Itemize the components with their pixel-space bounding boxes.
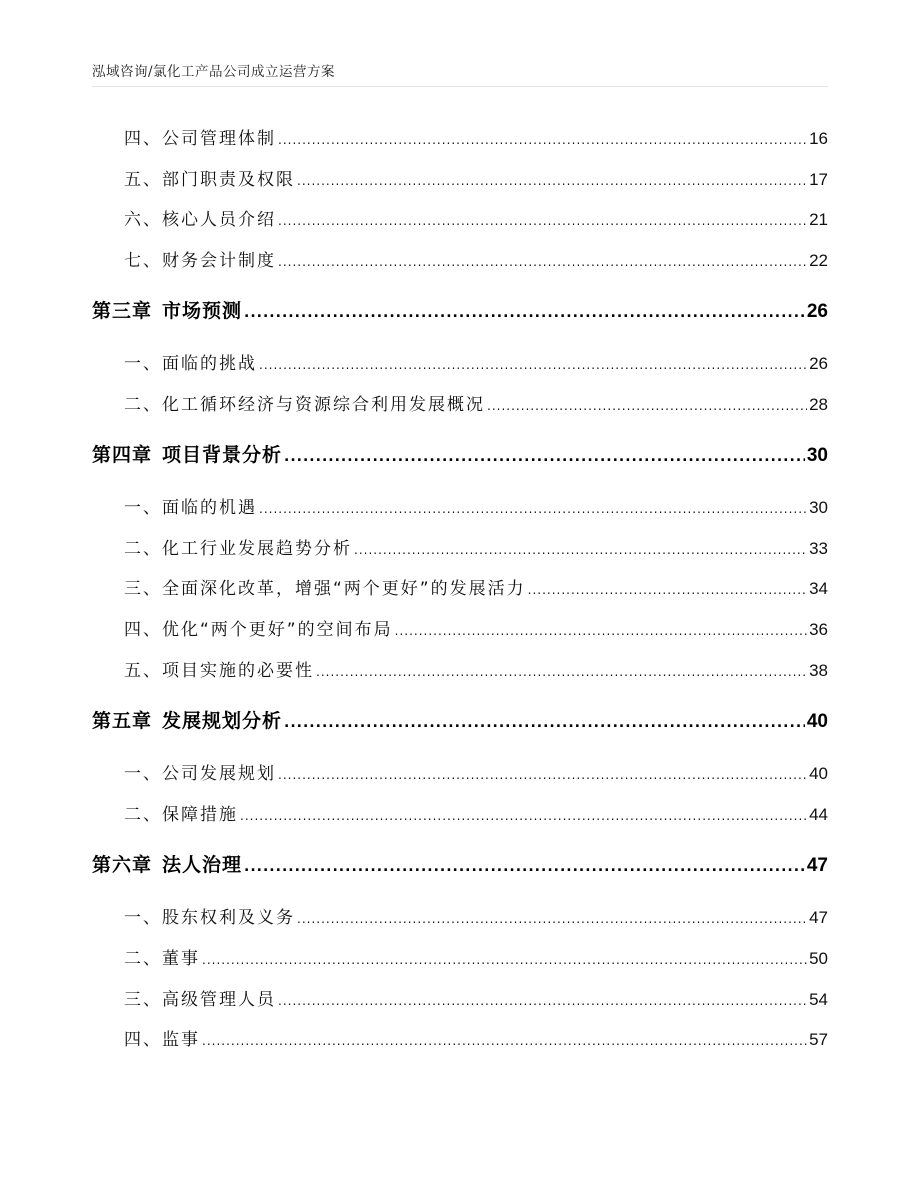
- toc-entry-title: 核心人员介绍: [162, 210, 276, 230]
- toc-entry-section[interactable]: [92, 903, 828, 928]
- toc-entry-section[interactable]: [92, 246, 828, 271]
- toc-entry-number: 二、: [124, 805, 162, 825]
- toc-entry-number: 四、: [124, 620, 162, 640]
- toc-leader-dots: [259, 354, 807, 374]
- toc-entry-number: 五、: [124, 661, 162, 681]
- toc-entry-number: 一、: [124, 764, 162, 784]
- toc-entry-title: 董事: [162, 949, 200, 969]
- toc-entry-number: 二、: [124, 949, 162, 969]
- toc-entry-section[interactable]: [92, 349, 828, 374]
- toc-chapter-page: 47: [806, 855, 828, 876]
- toc-leader-dots: [284, 710, 805, 732]
- toc-entry-number: 四、: [124, 129, 162, 149]
- toc-chapter-page: 40: [806, 711, 828, 732]
- toc-entry-section[interactable]: [92, 205, 828, 230]
- toc-entry-title: 保障措施: [162, 805, 238, 825]
- toc-entry-title: 公司发展规划: [162, 764, 276, 784]
- toc-entry-number: 三、: [124, 990, 162, 1010]
- running-header: 泓域咨询/氯化工产品公司成立运营方案: [92, 64, 336, 80]
- toc-chapter-number: 第四章: [92, 444, 153, 466]
- toc-entry-page: 28: [809, 395, 828, 414]
- toc-entry-page: 50: [809, 949, 828, 968]
- toc-entry-title: 优化“两个更好”的空间布局: [162, 620, 393, 640]
- toc-entry-page: 57: [809, 1030, 828, 1049]
- header-divider: [92, 86, 828, 87]
- toc-entry-chapter[interactable]: [92, 440, 828, 467]
- toc-chapter-number: 第五章: [92, 710, 153, 732]
- toc-entry-page: 22: [809, 251, 828, 270]
- toc-entry-section[interactable]: [92, 1025, 828, 1050]
- toc-leader-dots: [278, 990, 807, 1010]
- toc-entry-number: 二、: [124, 395, 162, 415]
- toc-chapter-title: 发展规划分析: [162, 710, 283, 732]
- toc-entry-section[interactable]: [92, 944, 828, 969]
- toc-chapter-page: 30: [806, 445, 828, 466]
- toc-entry-number: 五、: [124, 170, 162, 190]
- toc-entry-title: 财务会计制度: [162, 251, 276, 271]
- toc-entry-title: 面临的挑战: [162, 354, 257, 374]
- toc-entry-number: 六、: [124, 210, 162, 230]
- toc-leader-dots: [240, 805, 807, 825]
- toc-entry-title: 全面深化改革，增强“两个更好”的发展活力: [162, 579, 526, 599]
- toc-leader-dots: [259, 498, 807, 518]
- toc-entry-title: 化工循环经济与资源综合利用发展概况: [162, 395, 485, 415]
- toc-entry-section[interactable]: [92, 390, 828, 415]
- toc-entry-section[interactable]: [92, 759, 828, 784]
- toc-chapter-title: 法人治理: [162, 854, 243, 876]
- toc-entry-number: 二、: [124, 539, 162, 559]
- toc-entry-page: 17: [809, 170, 828, 189]
- toc-entry-number: 一、: [124, 908, 162, 928]
- toc-entry-page: 26: [809, 354, 828, 373]
- toc-entry-page: 34: [809, 579, 828, 598]
- toc-entry-title: 部门职责及权限: [162, 170, 295, 190]
- toc-entry-title: 化工行业发展趋势分析: [162, 539, 352, 559]
- toc-entry-title: 公司管理体制: [162, 129, 276, 149]
- toc-entry-page: 47: [809, 908, 828, 927]
- toc-entry-number: 一、: [124, 354, 162, 374]
- toc-leader-dots: [278, 251, 807, 271]
- toc-entry-title: 高级管理人员: [162, 990, 276, 1010]
- toc-leader-dots: [297, 908, 807, 928]
- toc-entry-section[interactable]: [92, 574, 828, 599]
- toc-chapter-title: 项目背景分析: [162, 444, 283, 466]
- toc-leader-dots: [354, 539, 807, 559]
- toc-chapter-page: 26: [806, 301, 828, 322]
- toc-entry-section[interactable]: [92, 800, 828, 825]
- toc-leader-dots: [528, 579, 807, 599]
- toc-entry-page: 36: [809, 620, 828, 639]
- toc-entry-section[interactable]: [92, 534, 828, 559]
- toc-leader-dots: [278, 764, 807, 784]
- toc-entry-title: 监事: [162, 1030, 200, 1050]
- toc-entry-title: 面临的机遇: [162, 498, 257, 518]
- toc-leader-dots: [395, 620, 807, 640]
- toc-entry-number: 一、: [124, 498, 162, 518]
- toc-entry-page: 40: [809, 764, 828, 783]
- toc-chapter-title: 市场预测: [162, 300, 243, 322]
- toc-chapter-number: 第六章: [92, 854, 153, 876]
- toc-leader-dots: [202, 1030, 807, 1050]
- toc-entry-title: 项目实施的必要性: [162, 661, 314, 681]
- toc-entry-number: 三、: [124, 579, 162, 599]
- toc-entry-section[interactable]: [92, 124, 828, 149]
- toc-entry-page: 38: [809, 661, 828, 680]
- toc-leader-dots: [244, 854, 805, 876]
- toc-leader-dots: [278, 129, 807, 149]
- toc-entry-page: 54: [809, 990, 828, 1009]
- toc-leader-dots: [284, 444, 805, 466]
- toc-entry-number: 七、: [124, 251, 162, 271]
- toc-entry-title: 股东权利及义务: [162, 908, 295, 928]
- toc-entry-chapter[interactable]: [92, 850, 828, 877]
- toc-leader-dots: [244, 300, 805, 322]
- toc-entry-section[interactable]: [92, 656, 828, 681]
- toc-leader-dots: [202, 949, 807, 969]
- toc-leader-dots: [278, 210, 807, 230]
- toc-leader-dots: [316, 661, 807, 681]
- toc-chapter-number: 第三章: [92, 300, 153, 322]
- toc-entry-page: 16: [809, 129, 828, 148]
- toc-entry-page: 30: [809, 498, 828, 517]
- toc-entry-page: 21: [809, 210, 828, 229]
- toc-entry-section[interactable]: [92, 985, 828, 1010]
- toc-entry-page: 33: [809, 539, 828, 558]
- toc-entry-chapter[interactable]: [92, 706, 828, 733]
- toc-leader-dots: [487, 395, 807, 415]
- toc-entry-section[interactable]: [92, 615, 828, 640]
- toc-entry-number: 四、: [124, 1030, 162, 1050]
- toc-entry-section[interactable]: [92, 493, 828, 518]
- toc-entry-section[interactable]: [92, 165, 828, 190]
- toc-entry-page: 44: [809, 805, 828, 824]
- toc-leader-dots: [297, 170, 807, 190]
- toc-entry-chapter[interactable]: [92, 296, 828, 323]
